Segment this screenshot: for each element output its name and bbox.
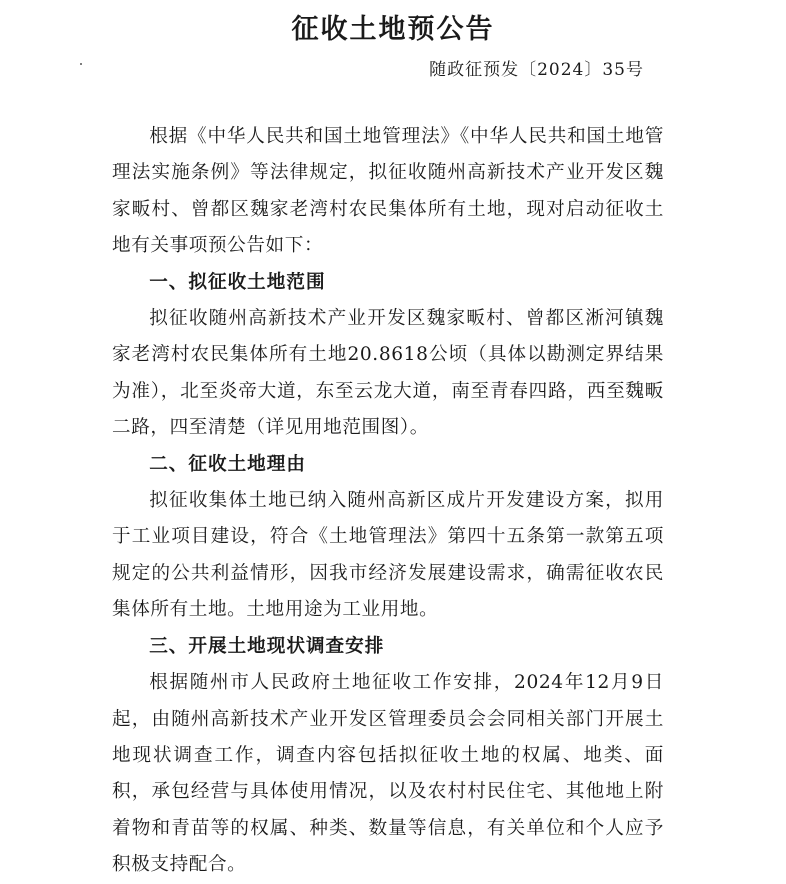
document-body (112, 119, 664, 884)
section-heading-survey: 三、开展土地现状调查安排 (149, 635, 385, 657)
scope-paragraph: 拟征收随州高新技术产业开发区魏家畈村、曾都区淅河镇魏家老湾村农民集体所有土地20.8618公顷（具体以勘测定界结果为准），北至炎帝大道，东至云龙大道，南至青春四路，西至魏畈二路，四至清楚（详见用地范围图）。 (112, 308, 664, 439)
reason-paragraph: 拟征收集体土地已纳入随州高新区成片开发建设方案，拟用于工业项目建设，符合《土地管理法》第四十五条第一款第五项规定的公共利益情形，因我市经济发展建设需求，确需征收农民集体所有土地。土地用途为工业用地。 (112, 490, 664, 621)
document-number: 随政征预发〔2024〕35号 (429, 60, 644, 80)
document-title: 征收土地预公告 (291, 14, 495, 45)
section-heading-scope: 一、拟征收土地范围 (149, 271, 326, 293)
survey-paragraph: 根据随州市人民政府土地征收工作安排，2024年12月9日起，由随州高新技术产业开发区管理委员会会同相关部门开展土地现状调查工作，调查内容包括拟征收土地的权属、地类、面积，承包经营与具体使用情况，以及农村村民住宅、其他地上附着物和青苗等的权属、种类、数量等信息，有关单位和个人应予积极支持配合。 (112, 672, 664, 876)
scan-speck (80, 63, 82, 65)
section-heading-reason: 二、征收土地理由 (149, 453, 306, 475)
intro-paragraph: 根据《中华人民共和国土地管理法》《中华人民共和国土地管理法实施条例》等法律规定，拟征收随州高新技术产业开发区魏家畈村、曾都区魏家老湾村农民集体所有土地，现对启动征收土地有关事项预公告如下： (112, 126, 664, 257)
